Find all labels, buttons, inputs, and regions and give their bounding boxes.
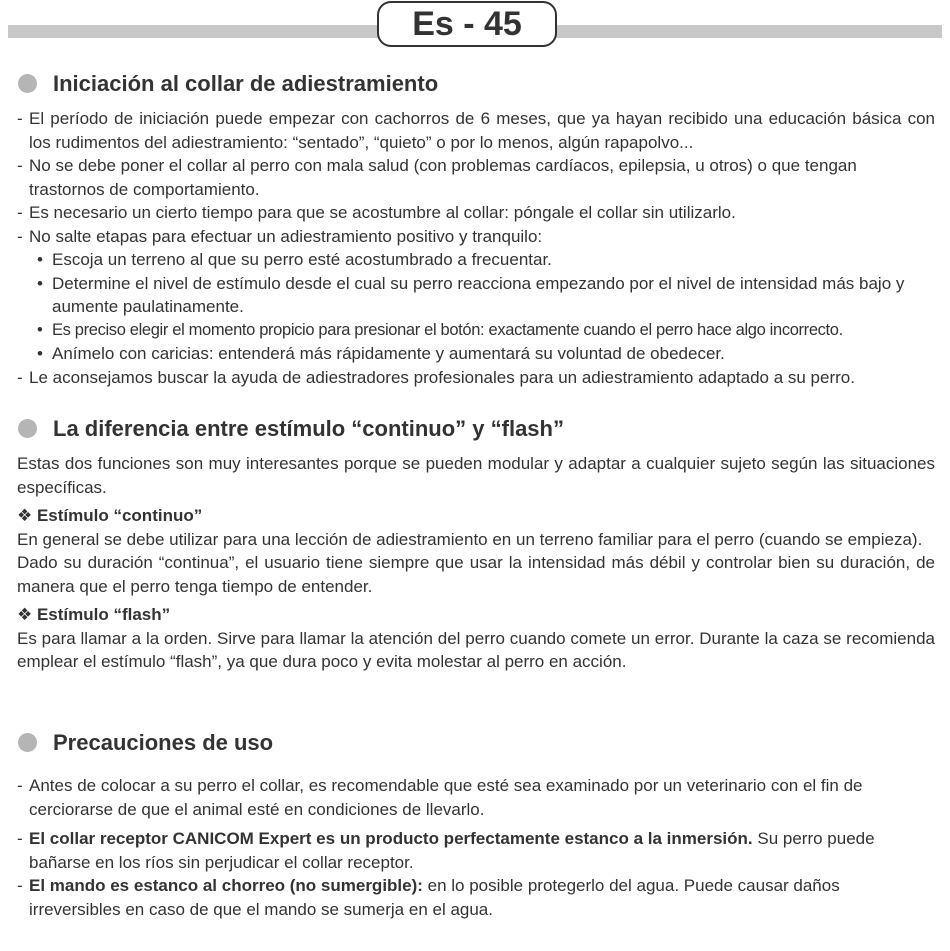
list-item: - Es necesario un cierto tiempo para que se acostumbre al collar: póngale el collar sin utilizarlo. [17, 203, 736, 222]
list-item: - Le aconsejamos buscar la ayuda de adiestradores profesionales para un adiestramiento adaptado a su perro. [17, 367, 855, 387]
emphasis-text: El mando es estanco al chorreo (no sumergible): [29, 876, 423, 895]
list-item: - El collar receptor CANICOM Expert es un producto perfectamente estanco a la inmersión. Su perro puede bañarse en los ríos sin perjudicar el collar receptor. [17, 829, 875, 872]
sub-list-item: • Es preciso elegir el momento propicio para presionar el botón: exactamente cuando el perro hace algo incorrecto. [37, 320, 843, 339]
list-item: - El período de iniciación puede empezar con cachorros de 6 meses, que ya hayan recibido una educación básica con los rudimentos del adiestramiento: “sentado”, “quieto” o por lo menos, algún rapapolvo... [17, 109, 935, 152]
paragraph: En general se debe utilizar para una lección de adiestramiento en un terreno familiar para el perro (cuando se empieza). [17, 529, 923, 549]
subheading-continuo: ❖ Estímulo “continuo” [17, 506, 203, 525]
section-title-text: Iniciación al collar de adiestramiento [53, 71, 439, 96]
page-number-badge: Es - 45 [377, 1, 557, 47]
section-title-iniciacion [18, 70, 438, 98]
section-bullet-icon [18, 74, 37, 93]
section-bullet-icon [18, 733, 37, 752]
sub-list-item: • Determine el nivel de estímulo desde el cual su perro reacciona empezando por el nivel de intensidad más bajo y aumente paulatinamente. [37, 273, 905, 316]
section-body-iniciacion [17, 107, 935, 389]
list-item: - Antes de colocar a su perro el collar, es recomendable que esté sea examinado por un veterinario con el fin de cerciorarse de que el animal esté en condiciones de llevarlo. [17, 776, 863, 819]
list-item: - No se debe poner el collar al perro con mala salud (con problemas cardíacos, epilepsia, u otros) o que tengan trastornos de comportamiento. [17, 156, 857, 199]
paragraph: Estas dos funciones son muy interesantes porque se pueden modular y adaptar a cualquier sujeto según las situaciones específicas. [17, 454, 935, 497]
section-bullet-icon [18, 419, 37, 438]
sub-list-item: • Anímelo con caricias: entenderá más rápidamente y aumentará su voluntad de obedecer. [37, 344, 725, 363]
section-title-diferencia [18, 415, 564, 443]
section-body-precauciones [17, 774, 935, 921]
section-title-text: La diferencia entre estímulo “continuo” y “flash” [53, 416, 564, 441]
sub-list-item: • Escoja un terreno al que su perro esté acostumbrado a frecuentar. [37, 250, 552, 269]
section-title-text: Precauciones de uso [53, 730, 274, 755]
section-body-diferencia [17, 452, 935, 674]
list-item: - El mando es estanco al chorreo (no sumergible): en lo posible protegerlo del agua. Puede causar daños irreversibles en caso de que el mando se sumerja en el agua. [17, 876, 840, 919]
list-item: - No salte etapas para efectuar un adiestramiento positivo y tranquilo: [17, 226, 543, 246]
subheading-flash: ❖ Estímulo “flash” [17, 605, 171, 624]
paragraph: Dado su duración “continua”, el usuario tiene siempre que usar la intensidad más débil y controlar bien su duración, de manera que el perro tenga tiempo de entender. [17, 553, 935, 596]
section-title-precauciones [18, 729, 273, 757]
page-header [0, 0, 950, 52]
paragraph: Es para llamar a la orden. Sirve para llamar la atención del perro cuando comete un error. Durante la caza se recomienda emplear el estímulo “flash”, ya que dura poco y evita molestar al perro en acción. [17, 628, 935, 671]
emphasis-text: El collar receptor CANICOM Expert es un producto perfectamente estanco a la inmersión. [29, 829, 753, 848]
